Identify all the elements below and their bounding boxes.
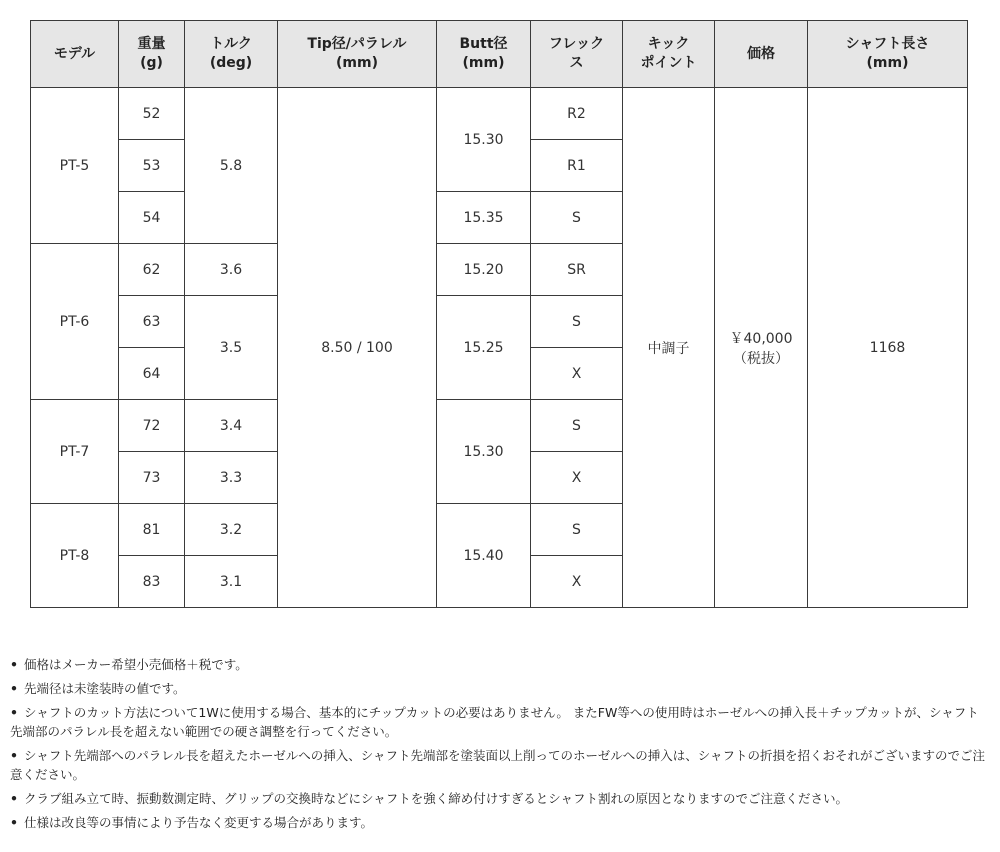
weight-cell: 62 (119, 244, 185, 296)
bullet-icon: • (10, 681, 18, 696)
note-text: シャフトのカット方法について1Wに使用する場合、基本的にチップカットの必要はありません。 またFW等への使用時はホーゼルへの挿入長＋チップカットが、シャフト先端部のパラレル長を超えない範囲での硬さ調整を行ってください。 (10, 705, 979, 739)
butt-cell: 15.30 (437, 88, 531, 192)
flex-cell: SR (531, 244, 623, 296)
note-text: 先端径は未塗装時の値です。 (24, 681, 186, 696)
flex-cell: X (531, 452, 623, 504)
header-torque: トルク (deg) (185, 21, 278, 88)
butt-cell: 15.35 (437, 192, 531, 244)
table-row (31, 88, 968, 140)
price-cell (715, 88, 808, 608)
bullet-icon: • (10, 705, 18, 720)
note-item (10, 746, 990, 784)
weight-cell: 73 (119, 452, 185, 504)
header-shaft-length: シャフト長さ (mm) (808, 21, 968, 88)
torque-cell: 3.4 (185, 400, 278, 452)
flex-cell: R2 (531, 88, 623, 140)
butt-cell: 15.25 (437, 296, 531, 400)
note-text: 価格はメーカー希望小売価格＋税です。 (24, 657, 248, 672)
torque-cell: 3.2 (185, 504, 278, 556)
torque-cell: 5.8 (185, 88, 278, 244)
header-tip-parallel: Tip径/パラレル (mm) (278, 21, 437, 88)
bullet-icon: • (10, 815, 18, 830)
torque-cell: 3.3 (185, 452, 278, 504)
flex-cell: S (531, 504, 623, 556)
model-cell: PT-7 (31, 400, 119, 504)
weight-cell: 83 (119, 556, 185, 608)
price-tax-note: （税抜） (733, 350, 789, 367)
weight-cell: 52 (119, 88, 185, 140)
bullet-icon: • (10, 791, 18, 806)
torque-cell: 3.1 (185, 556, 278, 608)
notes-list (10, 655, 990, 837)
weight-cell: 72 (119, 400, 185, 452)
torque-cell: 3.6 (185, 244, 278, 296)
note-item (10, 789, 990, 808)
note-item (10, 703, 990, 741)
note-text: クラブ組み立て時、振動数測定時、グリップの交換時などにシャフトを強く締め付けすぎるとシャフト割れの原因となりますのでご注意ください。 (24, 791, 849, 806)
note-item (10, 679, 990, 698)
model-cell: PT-8 (31, 504, 119, 608)
header-price: 価格 (715, 21, 808, 88)
header-kick-point: キック ポイント (623, 21, 715, 88)
flex-cell: X (531, 556, 623, 608)
shaft-length-cell: 1168 (808, 88, 968, 608)
butt-cell: 15.40 (437, 504, 531, 608)
flex-cell: X (531, 348, 623, 400)
model-cell: PT-6 (31, 244, 119, 400)
tip-parallel-cell: 8.50 / 100 (278, 88, 437, 608)
flex-cell: S (531, 192, 623, 244)
note-item (10, 655, 990, 674)
flex-cell: S (531, 400, 623, 452)
note-item (10, 813, 990, 832)
weight-cell: 53 (119, 140, 185, 192)
header-model: モデル (31, 21, 119, 88)
note-text: 仕様は改良等の事情により予告なく変更する場合があります。 (24, 815, 374, 830)
bullet-icon: • (10, 748, 18, 763)
weight-cell: 81 (119, 504, 185, 556)
weight-cell: 63 (119, 296, 185, 348)
torque-cell: 3.5 (185, 296, 278, 400)
bullet-icon: • (10, 657, 18, 672)
model-cell: PT-5 (31, 88, 119, 244)
header-flex: フレック ス (531, 21, 623, 88)
spec-table (30, 20, 968, 608)
kick-point-cell: 中調子 (623, 88, 715, 608)
flex-cell: R1 (531, 140, 623, 192)
header-weight: 重量 (g) (119, 21, 185, 88)
flex-cell: S (531, 296, 623, 348)
price-amount: ￥40,000 (729, 330, 793, 347)
header-row (31, 21, 968, 88)
weight-cell: 64 (119, 348, 185, 400)
header-butt: Butt径 (mm) (437, 21, 531, 88)
butt-cell: 15.20 (437, 244, 531, 296)
butt-cell: 15.30 (437, 400, 531, 504)
weight-cell: 54 (119, 192, 185, 244)
note-text: シャフト先端部へのパラレル長を超えたホーゼルへの挿入、シャフト先端部を塗装面以上削ってのホーゼルへの挿入は、シャフトの折損を招くおそれがございますのでご注意ください。 (10, 748, 985, 782)
